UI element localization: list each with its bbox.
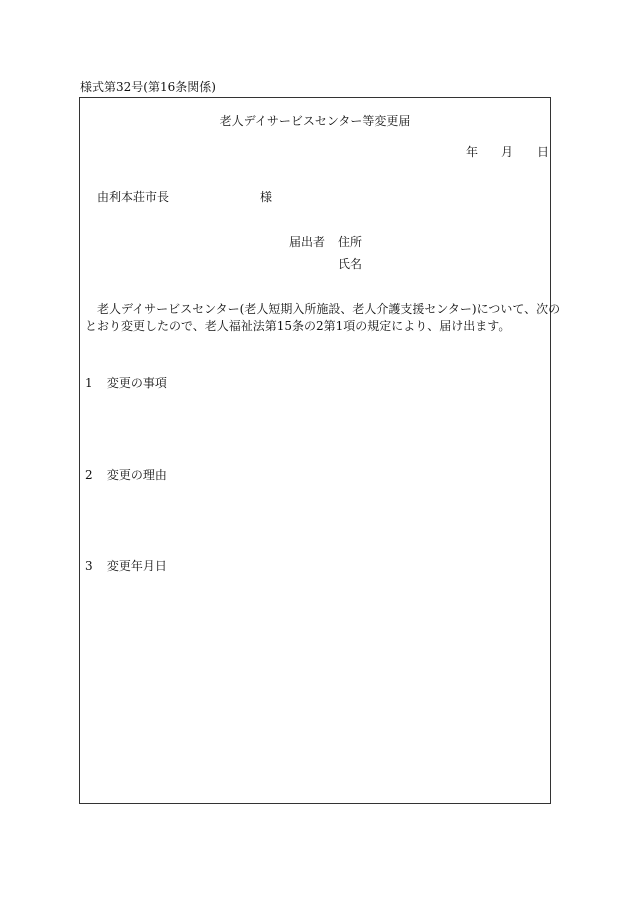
item-label: 変更年月日 [106,559,167,573]
notification-body [85,301,561,335]
addressee-name: 由利本荘市長 [97,190,170,204]
item-change-details [85,376,167,390]
body-line-2: とおり変更したので、老人福祉法第15条の2第1項の規定により、届け出ます。 [85,319,511,333]
item-change-date [85,559,167,573]
address-label: 住所 [338,235,363,249]
notifier-label: 届出者 [289,235,326,249]
form-frame [79,97,561,804]
document-title: 老人デイサービスセンター等変更届 [219,114,411,128]
body-line-1: 老人デイサービスセンター(老人短期入所施設、老人介護支援センター)について、次の [85,302,561,316]
form-number-label: 様式第32号(第16条関係) [80,80,216,94]
date-day-label: 日 [537,145,550,159]
date-year-label: 年 [466,145,479,159]
addressee-honorific: 様 [260,190,273,204]
item-number: 2 [85,468,93,482]
item-label: 変更の理由 [106,468,167,482]
name-label: 氏名 [338,257,363,271]
item-label: 変更の事項 [106,376,167,390]
date-month-label: 月 [501,145,514,159]
item-change-reason [85,468,167,482]
item-number: 3 [85,559,93,573]
item-number: 1 [85,376,93,390]
